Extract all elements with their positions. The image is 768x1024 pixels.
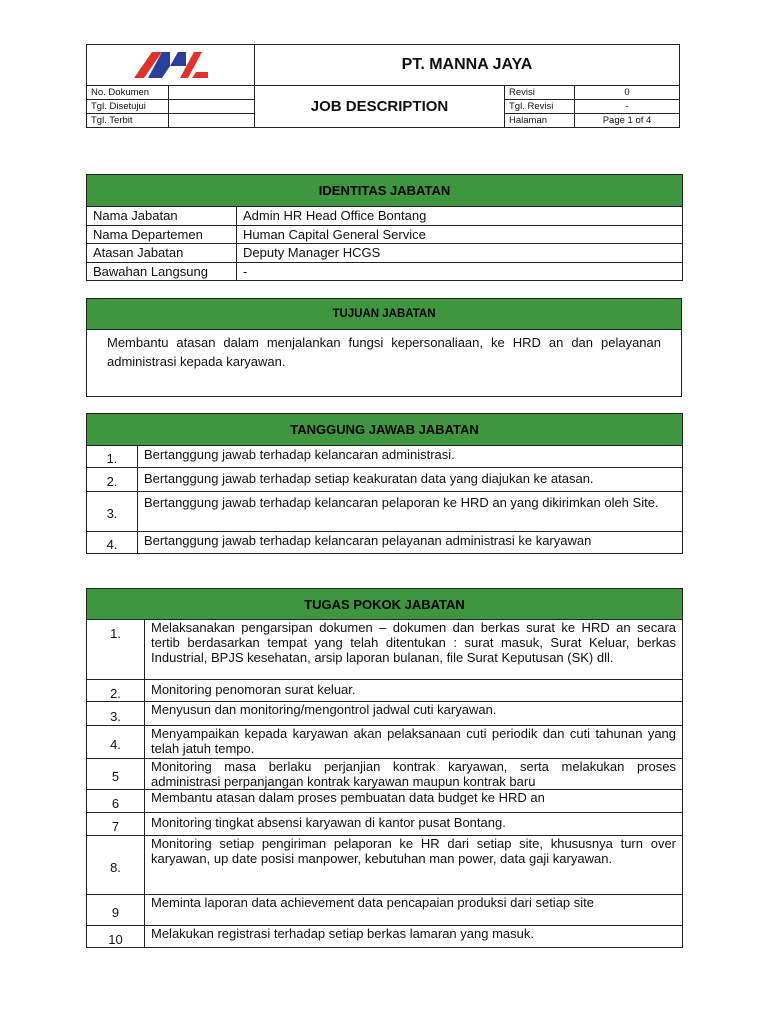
item-text: Menyusun dan monitoring/mengontrol jadwal cuti karyawan. [145, 702, 683, 726]
table-row [87, 244, 683, 263]
item-number: 10 [87, 926, 145, 948]
row-value: Deputy Manager HCGS [237, 244, 683, 263]
table-row [87, 446, 683, 468]
meta-label: Halaman [505, 114, 575, 128]
row-label: Nama Departemen [87, 225, 237, 244]
item-number: 4. [87, 532, 138, 554]
row-value: Admin HR Head Office Bontang [237, 207, 683, 226]
item-text: Bertanggung jawab terhadap kelancaran administrasi. [138, 446, 683, 468]
table-row [87, 262, 683, 281]
section-title: TUJUAN JABATAN [87, 299, 682, 330]
field-value [169, 100, 255, 114]
item-text: Monitoring penomoran surat keluar. [145, 680, 683, 702]
item-number: 2. [87, 680, 145, 702]
table-row [87, 790, 683, 813]
item-number: 3. [87, 702, 145, 726]
meta-value: - [575, 100, 680, 114]
tujuan-text: Membantu atasan dalam menjalankan fungsi kepersonaliaan, ke HRD an dan pelayanan administrasi kepada karyawan. [87, 330, 682, 397]
meta-label: Revisi [505, 86, 575, 100]
item-text: Meminta laporan data achievement data pencapaian produksi dari setiap site [145, 895, 683, 926]
table-row [87, 726, 683, 759]
item-number: 3. [87, 492, 138, 532]
item-number: 2. [87, 468, 138, 492]
identitas-jabatan-table [86, 174, 683, 281]
manna-jaya-logo-icon [132, 46, 210, 82]
table-row [87, 926, 683, 948]
table-row [87, 813, 683, 836]
item-text: Monitoring masa berlaku perjanjian kontrak karyawan, serta melakukan proses administrasi perpanjangan kontrak karyawan maupun kontrak baru [145, 759, 683, 790]
table-row [87, 759, 683, 790]
table-row [87, 620, 683, 680]
item-text: Melakukan registrasi terhadap setiap berkas lamaran yang masuk. [145, 926, 683, 948]
company-name: PT. MANNA JAYA [255, 45, 680, 86]
table-row [87, 702, 683, 726]
table-row [87, 532, 683, 554]
field-label: Tgl. Terbit [87, 114, 169, 128]
tugas-pokok-table [86, 588, 683, 948]
field-value [169, 114, 255, 128]
item-number: 1. [87, 446, 138, 468]
field-value [169, 86, 255, 100]
item-text: Bertanggung jawab terhadap kelancaran pelayanan administrasi ke karyawan [138, 532, 683, 554]
field-label: No. Dokumen [87, 86, 169, 100]
item-text: Monitoring tingkat absensi karyawan di kantor pusat Bontang. [145, 813, 683, 836]
item-text: Melaksanakan pengarsipan dokumen – dokumen dan berkas surat ke HRD an secara tertib berdasarkan tempat yang telah ditentukan : surat masuk, Surat Keluar, berkas Industrial, BPJS kesehatan, arsip laporan bulanan, file Surat Keputusan (SK) dll. [145, 620, 683, 680]
item-text: Bertanggung jawab terhadap setiap keakuratan data yang diajukan ke atasan. [138, 468, 683, 492]
row-value: - [237, 262, 683, 281]
meta-value: 0 [575, 86, 680, 100]
item-number: 1. [87, 620, 145, 680]
tujuan-jabatan-table [86, 298, 682, 397]
item-number: 8. [87, 836, 145, 895]
item-number: 5 [87, 759, 145, 790]
section-title: TUGAS POKOK JABATAN [87, 589, 683, 620]
tanggung-jawab-table [86, 413, 683, 554]
company-logo [87, 45, 255, 86]
row-label: Atasan Jabatan [87, 244, 237, 263]
section-title: TANGGUNG JAWAB JABATAN [87, 414, 683, 446]
document-header [86, 44, 680, 128]
row-value: Human Capital General Service [237, 225, 683, 244]
table-row [87, 207, 683, 226]
document-title: JOB DESCRIPTION [255, 86, 505, 128]
table-row [87, 468, 683, 492]
item-text: Monitoring setiap pengiriman pelaporan ke HR dari setiap site, khususnya turn over karyawan, up date posisi manpower, kebutuhan man power, data gaji karyawan. [145, 836, 683, 895]
table-row [87, 680, 683, 702]
item-text: Bertanggung jawab terhadap kelancaran pelaporan ke HRD an yang dikirimkan oleh Site. [138, 492, 683, 532]
row-label: Bawahan Langsung [87, 262, 237, 281]
table-row [87, 492, 683, 532]
item-number: 9 [87, 895, 145, 926]
item-number: 4. [87, 726, 145, 759]
table-row [87, 225, 683, 244]
item-text: Menyampaikan kepada karyawan akan pelaksanaan cuti periodik dan cuti tahunan yang telah jatuh tempo. [145, 726, 683, 759]
item-number: 6 [87, 790, 145, 813]
meta-value: Page 1 of 4 [575, 114, 680, 128]
table-row [87, 836, 683, 895]
row-label: Nama Jabatan [87, 207, 237, 226]
item-number: 7 [87, 813, 145, 836]
field-label: Tgl. Disetujui [87, 100, 169, 114]
section-title: IDENTITAS JABATAN [87, 175, 683, 207]
table-row [87, 895, 683, 926]
meta-label: Tgl. Revisi [505, 100, 575, 114]
item-text: Membantu atasan dalam proses pembuatan data budget ke HRD an [145, 790, 683, 813]
